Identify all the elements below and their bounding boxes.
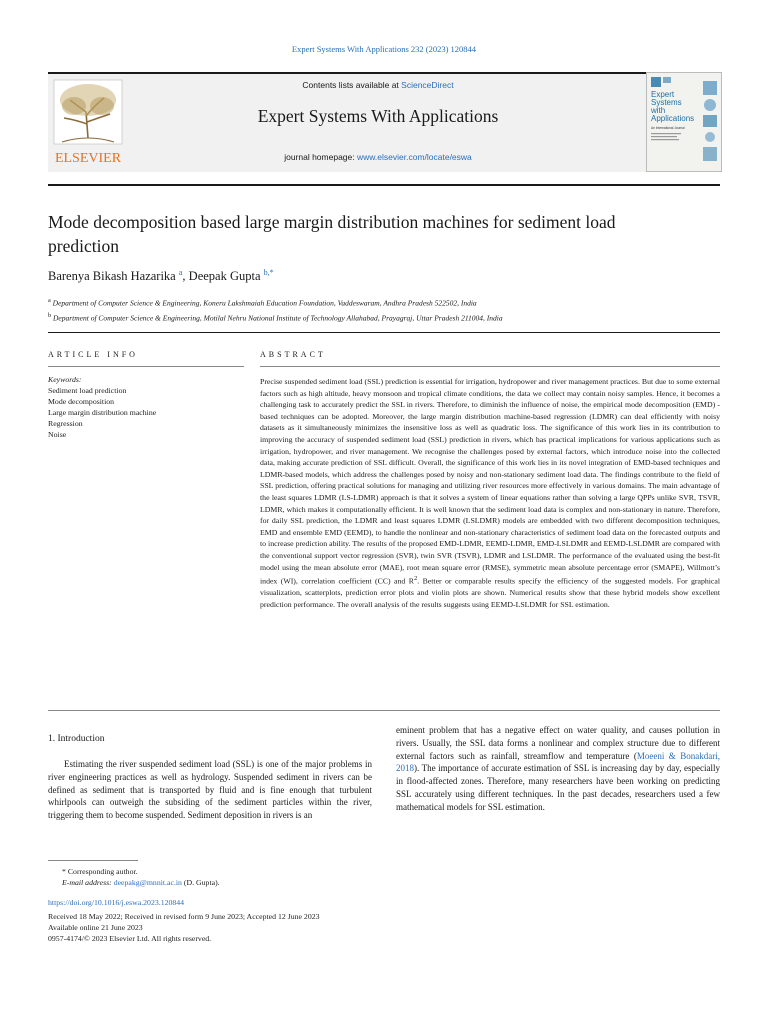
intro-text-part: ). The importance of accurate estimation of SSL is increasing day by day, especially in flood-affected zones. Therefore, many researchers have been working on predicting SSL accurately using different techniques. In the past decades, researchers used a few mathematical models for SSL estimation. xyxy=(396,763,720,812)
abstract-text-part: . Better or comparable results specify the efficiency of the suggested models. For graphical visualization, scatterplots, prediction error plots and violin plots are shown. Numerical results show that these hybrid models show excellent prediction performance. The overall analysis of the results suggests using EEMD-LSLDMR for SSL estimation. xyxy=(260,576,720,609)
header-divider xyxy=(48,184,720,186)
keyword-item: Large margin distribution machine xyxy=(48,408,157,417)
keywords-label: Keywords: xyxy=(48,375,82,384)
author-affiliation-link[interactable]: b,* xyxy=(263,268,274,277)
abstract-end-rule xyxy=(48,710,720,711)
homepage-prefix: journal homepage: xyxy=(284,152,357,162)
affiliations xyxy=(48,295,720,324)
available-online: Available online 21 June 2023 xyxy=(48,923,143,932)
keyword-item: Regression xyxy=(48,419,83,428)
affiliation xyxy=(48,295,720,310)
cover-title-line-2: Systems xyxy=(651,98,682,107)
journal-reference-link[interactable]: Expert Systems With Applications 232 (2023) 120844 xyxy=(291,44,477,54)
journal-title: Expert Systems With Applications xyxy=(257,106,499,126)
author-affiliation-link[interactable]: a xyxy=(178,268,183,277)
footnote-marker: * xyxy=(62,867,66,876)
keyword-item: Noise xyxy=(48,430,67,439)
article-info-rule xyxy=(48,366,244,367)
sciencedirect-link[interactable]: ScienceDirect xyxy=(401,80,454,90)
author-list xyxy=(48,268,274,284)
footnotes xyxy=(48,866,720,888)
citation-link[interactable]: Moeeni & Bonakdari, 2018 xyxy=(396,750,720,774)
received-dates: Received 18 May 2022; Received in revised form 9 June 2023; Accepted 12 June 2023 xyxy=(48,912,320,921)
abstract-heading: ABSTRACT xyxy=(260,350,326,359)
abstract-body xyxy=(260,376,720,610)
affiliation-marker: b xyxy=(48,311,52,319)
cover-title-line-4: Applications xyxy=(651,114,695,123)
publication-info xyxy=(48,911,720,944)
journal-homepage-line xyxy=(130,152,626,162)
copyright: 0957-4174/© 2023 Elsevier Ltd. All rights reserved. xyxy=(48,934,212,943)
introduction-heading: 1. Introduction xyxy=(48,734,105,744)
email-link[interactable]: deepakg@mnnit.ac.in xyxy=(113,878,182,887)
corresponding-author-note xyxy=(48,866,720,877)
cover-title-line-1: Expert xyxy=(651,90,675,99)
section-divider xyxy=(48,332,720,333)
cover-artwork xyxy=(647,73,721,171)
footnote-text: Corresponding author. xyxy=(67,867,138,876)
keyword-item: Sediment load prediction xyxy=(48,386,127,395)
doi-line[interactable] xyxy=(48,898,184,907)
elsevier-logo xyxy=(48,76,128,166)
abstract-rule xyxy=(260,366,720,367)
cover-subtitle: An International Journal xyxy=(651,126,685,130)
author-name: Barenya Bikash Hazarika xyxy=(48,269,176,284)
article-info-heading: ARTICLE INFO xyxy=(48,350,138,359)
affiliation-marker: a xyxy=(48,297,51,304)
introduction-paragraph-right xyxy=(396,724,720,814)
journal-homepage-link[interactable]: www.elsevier.com/locate/eswa xyxy=(356,152,472,162)
keyword-item: Mode decomposition xyxy=(48,397,115,406)
article-title: Mode decomposition based large margin distribution machines for sediment load prediction xyxy=(48,212,616,256)
introduction-paragraph-left: Estimating the river suspended sediment load (SSL) is one of the major problems in river engineering practices as well as hydrology. Suspended sediment in rivers can be defined as sediment that is transported by fluid and is fine enough that turbulent whirlpools can outweigh the subsiding of the sediment particles within the river, triggering them to become suspended. Sediment deposition in rivers is an xyxy=(48,759,372,821)
affiliation-text: Department of Computer Science & Engineering, Koneru Lakshmaiah Education Foundation, Vaddeswaram, Andhra Pradesh 522502, India xyxy=(52,298,477,308)
author-name: Deepak Gupta xyxy=(188,269,261,284)
journal-cover-thumbnail[interactable] xyxy=(646,72,722,172)
abstract-text-part: Precise suspended sediment load (SSL) prediction is essential for irrigation, hydropower and river management practices. But due to some external factors such as high altitude, heavy monsoon and tropical climate conditions, the data we collect may contain noisy samples. Hence, it becomes a challenging task to accurately predict the SSL in rivers. Therefore, to diminish the influence of noise, the empirical mode decomposition (EMD) -based techniques can be adopted. Moreover, the large margin distribution machine-based regression (LDMR) can deal efficiently with noisy datasets as it simultaneously minimizes the insensitive loss as well as quadratic loss. The significance of this work lies in its contribution to improving the accuracy of suspended sediment load (SSL) prediction in rivers, which has practical implications for various applications such as irrigation, hydropower, and river management. We recognise the challenges posed by external factors, which introduce noise into the collected data, making accurate prediction of SSL difficult. Overall, the significance of this work lies in its novel integration of EMD-based techniques and LDMR-based models, which address the challenges posed by noisy and non-stationary sediment load data. The findings contribute to the field of SSL prediction, offering practical solutions for managing and utilizing river resources more effectively in various domains. The main advantage of the least squares LDMR (LS-LDMR) approach is that it solves a system of linear equations rather than solving a large QPPs unlike SVR, TSVR, LDMR, which makes it computationally efficient. It is well known that the sediment load data is complex and non-stationary in nature. Therefore, for daily SSL prediction, the LDMR and least squares LDMR (LSLDMR) models are embedded with two different decomposition techniques, EMD and ensemble EMD (EEMD), to handle the nonlinear and non-stationary characteristics of sediment load data on the forecasted outputs and to increase prediction ability. The results of the proposed EMD-LDMR, EEMD-LDMR, EMD-LSLDMR and EEMD-LSLDMR are compared with the conventional support vector regression (SVR), twin SVR (TSVR), LDMR and LSLDMR. The performance of the evaluated using the best-fit model using the mean absolute error (MAE), root mean square error (RMSE), symmetric mean absolute percentage error (SMAPE), Willmott’s index (WI), correlation coefficient (CC) and R xyxy=(260,377,720,586)
contents-prefix: Contents lists available at xyxy=(302,80,402,90)
email-label: E-mail address: xyxy=(62,878,112,887)
doi-link[interactable]: https://doi.org/10.1016/j.eswa.2023.120844 xyxy=(48,898,185,907)
affiliation-text: Department of Computer Science & Engineering, Motilal Nehru National Institute of Technology Allahabad, Prayagraj, Uttar Pradesh 211004, India xyxy=(53,313,503,322)
footnote-divider xyxy=(48,860,138,861)
elsevier-wordmark: ELSEVIER xyxy=(54,151,122,166)
keywords-block xyxy=(48,374,244,440)
contents-line xyxy=(130,80,626,90)
affiliation xyxy=(48,310,720,325)
email-suffix: (D. Gupta). xyxy=(181,878,220,887)
author-separator: , xyxy=(182,269,189,284)
intro-text-part: eminent problem that has a negative effect on water quality, and causes pollution in rivers. Usually, the SSL data forms a nonlinear and complex structure due to different external factors such as rainfall, streamflow and temperature ( xyxy=(396,725,720,761)
journal-reference[interactable] xyxy=(0,44,768,54)
abstract-superscript: 2 xyxy=(413,575,418,583)
email-note xyxy=(48,877,720,888)
cover-title-line-3: with xyxy=(651,106,666,115)
